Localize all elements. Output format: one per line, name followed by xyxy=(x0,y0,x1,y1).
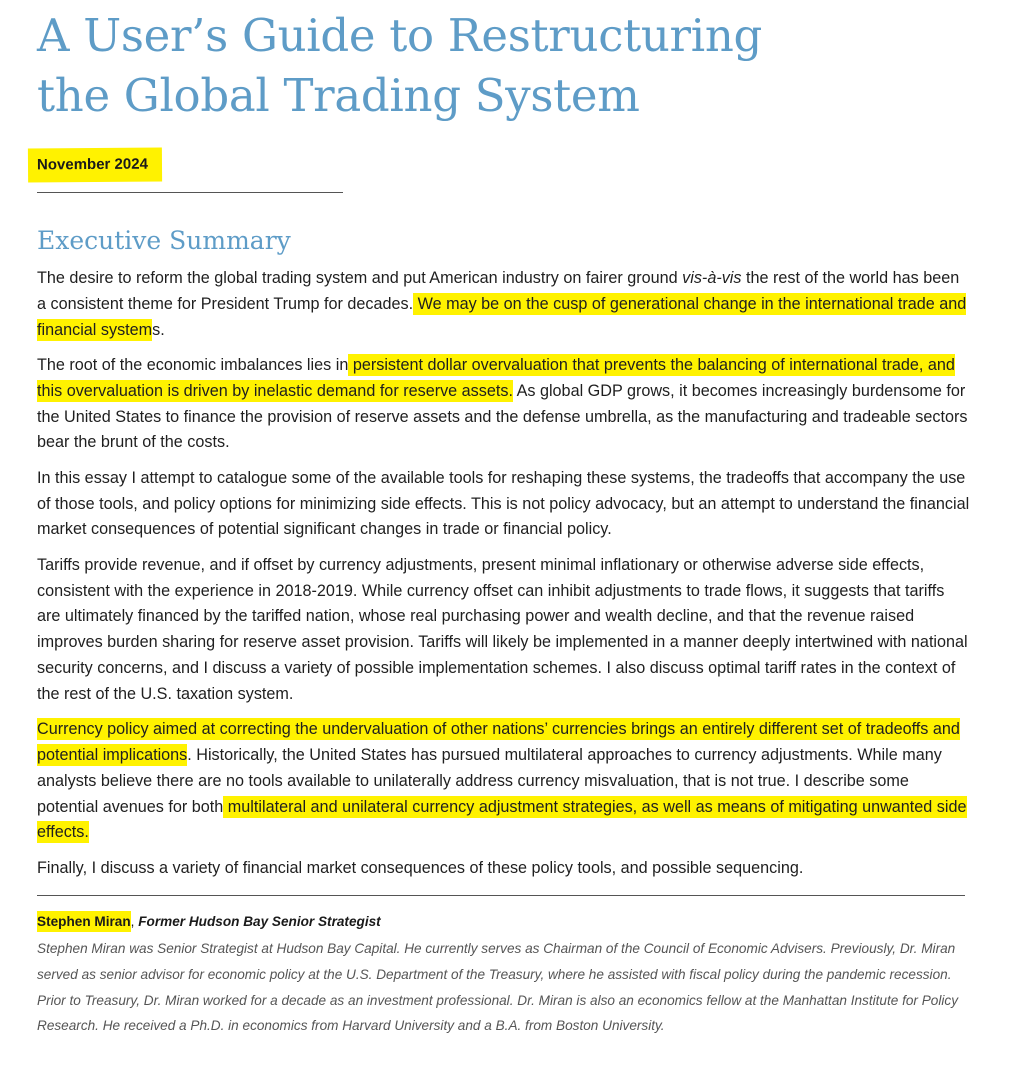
author-name: Stephen Miran xyxy=(37,911,131,932)
section-title: Executive Summary xyxy=(37,226,291,255)
highlighted-text: persistent dollar overvaluation that prevents the balancing of international trade, and this overvaluation is driven by inelastic demand for reserve assets. xyxy=(37,355,955,400)
document-title xyxy=(37,6,967,126)
title-line-2: the Global Trading System xyxy=(37,69,640,122)
author-bio: Stephen Miran was Senior Strategist at Hudson Bay Capital. He currently serves as Chairman of the Council of Economic Advisers. Previously, Dr. Miran served as senior advisor for economic policy at the U.S. Department of the Treasury, where he assisted with fiscal policy during the pandemic recession. Prior to Treasury, Dr. Miran worked for a decade as an investment professional. Dr. Miran is also an economics fellow at the Manhattan Institute for Policy Research. He received a Ph.D. in economics from Harvard University and a B.A. from Boston University. xyxy=(37,941,958,1034)
paragraph-2: The root of the economic imbalances lies in persistent dollar overvaluation that prevents the balancing of international trade, and this overvaluation is driven by inelastic demand for reserve assets. As global GDP grows, it becomes increasingly burdensome for the United States to finance the provision of reserve assets and the defense umbrella, as the manufacturing and tradeable sectors bear the brunt of the costs. xyxy=(37,355,968,452)
author-line xyxy=(37,912,972,932)
author-role: Former Hudson Bay Senior Strategist xyxy=(138,914,381,929)
paragraph-3: In this essay I attempt to catalogue some of the available tools for reshaping these systems, the tradeoffs that accompany the use of those tools, and policy options for minimizing side effects. This is not policy advocacy, but an attempt to understand the financial market consequences of potential significant changes in trade or financial policy. xyxy=(37,468,970,539)
paragraph-6: Finally, I discuss a variety of financial market consequences of these policy tools, and possible sequencing. xyxy=(37,858,804,877)
author-divider xyxy=(37,895,965,896)
paragraph-1: The desire to reform the global trading system and put American industry on fairer ground vis-à-vis the rest of the world has been a consistent theme for President Trump for decades. We may be on the cusp of generational change in the international trade and financial systems. xyxy=(37,269,967,339)
paragraph-4: Tariffs provide revenue, and if offset by currency adjustments, present minimal inflationary or otherwise adverse side effects, consistent with the experience in 2018-2019. While currency offset can inhibit adjustments to trade flows, it suggests that tariffs are ultimately financed by the tariffed nation, whose real purchasing power and wealth decline, and that the revenue raised improves burden sharing for reserve asset provision. Tariffs will likely be implemented in a manner deeply intertwined with national security concerns, and I discuss a variety of possible implementation schemes. I also discuss optimal tariff rates in the context of the rest of the U.S. taxation system. xyxy=(37,555,968,703)
highlighted-text: We may be on the cusp of generational change in the international trade and financial system xyxy=(37,294,967,339)
author-separator: , xyxy=(130,914,139,929)
author-section xyxy=(37,912,972,1039)
emphasis-text: vis-à-vis xyxy=(682,269,742,287)
highlighted-text: Currency policy aimed at correcting the undervaluation of other nations’ currencies brings an entirely different set of tradeoffs and potential implications xyxy=(37,720,960,764)
publication-date: November 2024 xyxy=(28,148,162,183)
title-divider xyxy=(37,192,343,193)
executive-summary-body xyxy=(37,266,972,891)
highlighted-text: multilateral and unilateral currency adjustment strategies, as well as means of mitigating unwanted side effects. xyxy=(37,797,967,842)
paragraph-5: Currency policy aimed at correcting the undervaluation of other nations’ currencies brings an entirely different set of tradeoffs and potential implications. Historically, the United States has pursued multilateral approaches to currency adjustments. While many analysts believe there are no tools available to unilaterally address currency misvaluation, that is not true. I describe some potential avenues for both multilateral and unilateral currency adjustment strategies, as well as means of mitigating unwanted side effects. xyxy=(37,720,967,842)
title-line-1: A User’s Guide to Restructuring xyxy=(37,9,763,62)
